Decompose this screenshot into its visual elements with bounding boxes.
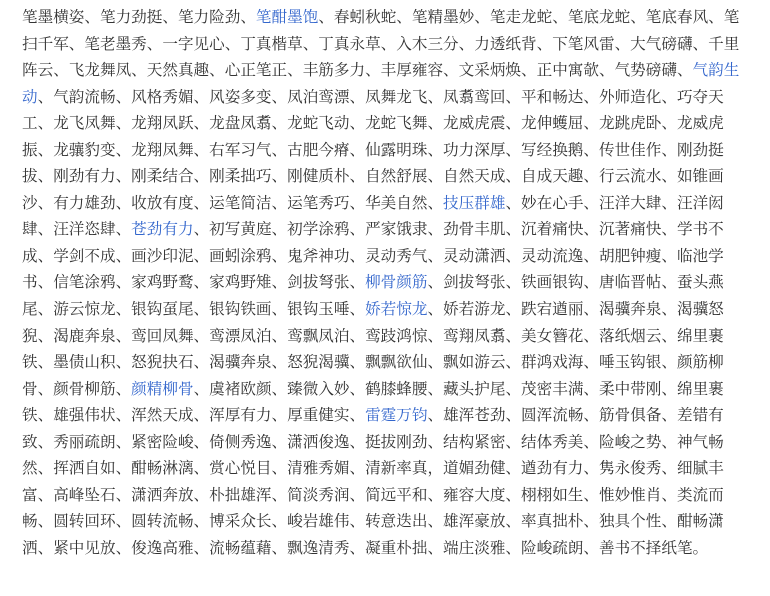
text-run: 笔墨横姿、笔力劲挺、笔力险劲、 xyxy=(22,8,256,26)
text-run: 、虞褚欧颜、臻微入妙、鹤膝蜂腰、藏头护尾、茂密丰满、柔中带刚、绵里裹铁、雄强伟状、浑然天成、浑厚有力、厚重健实、 xyxy=(22,379,724,425)
text-run: 、剑拔弩张、铁画银钩、唐临晋帖、蚕头燕尾、游云惊龙、银钩虿尾、银钩铁画、银钩玉唾、 xyxy=(22,273,724,319)
text-run: 、妙在心手、汪洋大肆、汪洋闳肆、汪洋恣肆、 xyxy=(22,193,724,239)
text-run: 、雄浑苍劲、圆浑流畅、筋骨俱备、差错有致、秀丽疏朗、紧密险峻、倚侧秀逸、潇洒俊逸、挺拔刚劲、结构紧密、结体秀美、险峻之势、神气畅然、挥洒自如、酣畅淋漓、赏心悦目、清雅秀媚、清新率真，道媚劲健、遒劲有力、隽永俊秀、细腻丰富、高峰坠石、潇洒奔放、朴拙雄浑、简淡秀润、简远平和、雍容大度、栩栩如生、惟妙惟肖、类流而畅、圆转回环、圆转流畅、博采众长、峻岩雄伟、转意迭出、雄浑豪放、率真拙朴、独具个性、酣畅潇洒、紧中见放、俊逸高雅、流畅蕴藉、飘逸清秀、凝重朴拙、端庄淡雅、险峻疏朗、善书不择纸笔。 xyxy=(22,406,724,557)
idiom-link-cangjin-youli[interactable]: 苍劲有力 xyxy=(131,220,194,239)
idiom-link-liugu-yanjin[interactable]: 柳骨颜筋 xyxy=(365,273,428,292)
text-run: 、春蚓秋蛇、笔精墨妙、笔走龙蛇、笔底龙蛇、笔底春风、笔扫千军、笔老墨秀、一字见心、丁真楷草、丁真永草、入木三分、力透纸背、下笔风雷、大气磅礴、千里阵云、飞龙舞凤、天然真趣、心正笔正、丰筋多力、丰厚雍容、文采炳焕、正中寓欹、气势磅礴、 xyxy=(22,8,740,80)
idiom-link-qiyun-shengdong[interactable]: 气韵生动 xyxy=(22,61,740,106)
idiom-link-jiaoruo-jinglong[interactable]: 娇若惊龙 xyxy=(365,300,428,319)
text-run: 、气韵流畅、风格秀媚、风姿多变、凤泊鸾漂、凤舞龙飞、凤翥鸾回、平和畅达、外师造化、巧夺天工、龙飞凤舞、龙翔凤跃、龙盘凤翥、龙蛇飞动、龙蛇飞舞、龙威虎震、龙伸蠖屈、龙跳虎卧、龙威虎振、龙骧豹变、龙翔凤舞、右军习气、古肥今瘠、仙露明珠、功力深厚、写经换鹅、传世佳作、刚劲挺拔、刚劲有力、刚柔结合、刚柔拙巧、刚健质朴、自然舒展、自然天成、自成天趣、行云流水、如锥画沙、有力雄劲、收放有度、运笔简洁、运笔秀巧、华美自然、 xyxy=(22,87,724,212)
idiom-link-yanjing-liugu[interactable]: 颜精柳骨 xyxy=(131,379,194,398)
idiom-link-jiya-qunxiong[interactable]: 技压群雄 xyxy=(443,193,506,212)
text-run: 、初写黄庭、初学涂鸦、严家饿隶、劲骨丰肌、沉着痛快、沉著痛快、学书不成、学剑不成、画沙印泥、画蚓涂鸦、鬼斧神功、灵动秀气、灵动潇洒、灵动流逸、胡肥钟瘦、临池学书、信笔涂鸦、家鸡野鹜、家鸡野雉、剑拔弩张、 xyxy=(22,220,724,292)
idiom-link-leiting-wanjun[interactable]: 雷霆万钧 xyxy=(365,406,428,425)
text-run: 、娇若游龙、跌宕遒丽、渴骥奔泉、渴骥怒猊、渴鹿奔泉、鸾回凤舞、鸾漂凤泊、鸾飘凤泊、鸾跂鸿惊、鸾翔凤翥、美女簪花、落纸烟云、绵里裹铁、墨债山积、怒猊抉石、渴骥奔泉、怒猊渴骥、飘飘欲仙、飘如游云、群鸿戏海、唾玉钩银、颜筋柳骨、颜骨柳筋、 xyxy=(22,300,724,398)
idiom-article xyxy=(22,4,749,561)
idiom-link-bihan-mobao[interactable]: 笔酣墨饱 xyxy=(255,8,319,26)
idiom-paragraph xyxy=(22,4,749,561)
